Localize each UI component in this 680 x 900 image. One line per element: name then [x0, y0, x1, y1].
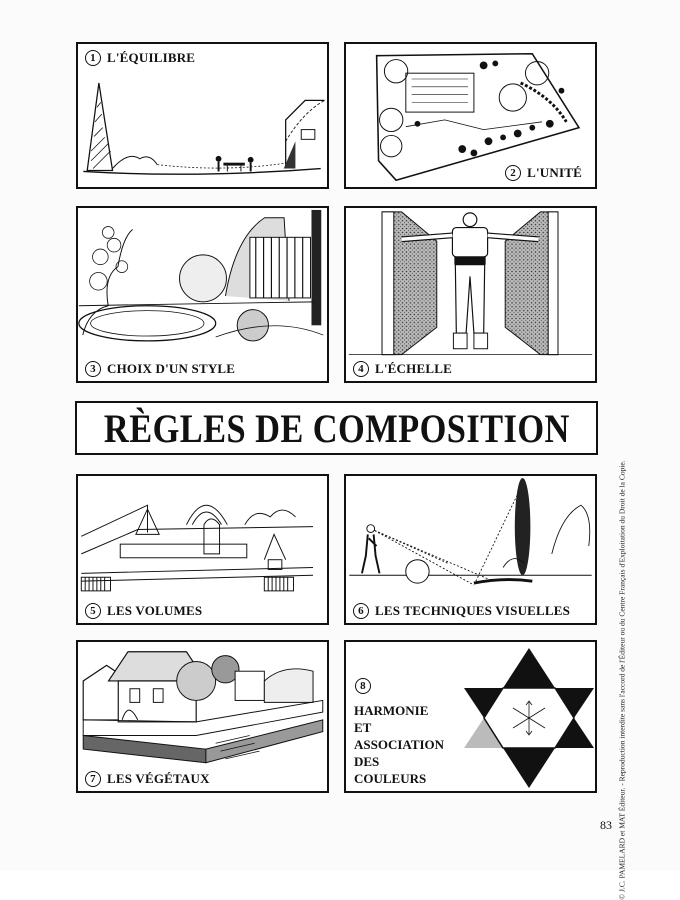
panel-1-number: 1: [85, 50, 101, 66]
panel-1-label: L'ÉQUILIBRE: [107, 50, 196, 65]
visual-techniques-illustration: [346, 476, 595, 623]
panel-3-label: CHOIX D'UN STYLE: [107, 361, 236, 376]
panel-balance: [76, 42, 329, 189]
panel-5-number: 5: [85, 603, 101, 619]
scale-human-illustration: [346, 208, 595, 381]
panel-2-label: L'UNITÉ: [527, 165, 582, 180]
panel-8-number: 8: [355, 678, 371, 694]
panel-8-label-line: HARMONIE: [354, 703, 429, 718]
panel-5-label: LES VOLUMES: [107, 603, 203, 618]
panel-7-caption: [82, 771, 213, 787]
panel-4-caption: [350, 361, 455, 377]
volumes-illustration: [78, 476, 327, 623]
panel-volumes: [76, 474, 329, 625]
style-garden-illustration: [78, 208, 327, 381]
panel-8-label-line: ET: [354, 720, 372, 735]
panel-2-caption: [502, 165, 585, 181]
panel-scale: [344, 206, 597, 383]
copyright-text: © J.C. PAMELARD et MAT Éditeur. - Reproduction interdite sans l'accord de l'Éditeur ou du Centre Français d'Exploitation du Droit de la Copie.: [617, 460, 627, 900]
panel-style-choice: [76, 206, 329, 383]
page-number: 83: [600, 818, 612, 832]
panel-6-label: LES TECHNIQUES VISUELLES: [375, 603, 571, 618]
panel-4-label: L'ÉCHELLE: [375, 361, 452, 376]
panel-8-label-line: DES: [354, 754, 380, 769]
panel-8-label-line: COULEURS: [354, 771, 427, 786]
color-star-diagram: [346, 642, 597, 793]
panel-3-number: 3: [85, 361, 101, 377]
panel-unity: [344, 42, 597, 189]
panel-6-caption: [350, 603, 573, 619]
page-title: RÈGLES DE COMPOSITION: [103, 405, 570, 451]
panel-5-caption: [82, 603, 205, 619]
plants-house-illustration: [78, 642, 327, 791]
panel-plants: [76, 640, 329, 793]
panel-1-caption: [82, 50, 198, 66]
panel-7-number: 7: [85, 771, 101, 787]
title-box: [75, 401, 598, 455]
panel-7-label: LES VÉGÉTAUX: [107, 771, 210, 786]
panel-visual-techniques: [344, 474, 597, 625]
panel-2-number: 2: [505, 165, 521, 181]
panel-8-label-line: ASSOCIATION: [354, 737, 445, 752]
panel-color-harmony: [344, 640, 597, 793]
panel-3-caption: [82, 361, 238, 377]
copyright-note: [612, 460, 632, 900]
panel-6-number: 6: [353, 603, 369, 619]
panel-4-number: 4: [353, 361, 369, 377]
